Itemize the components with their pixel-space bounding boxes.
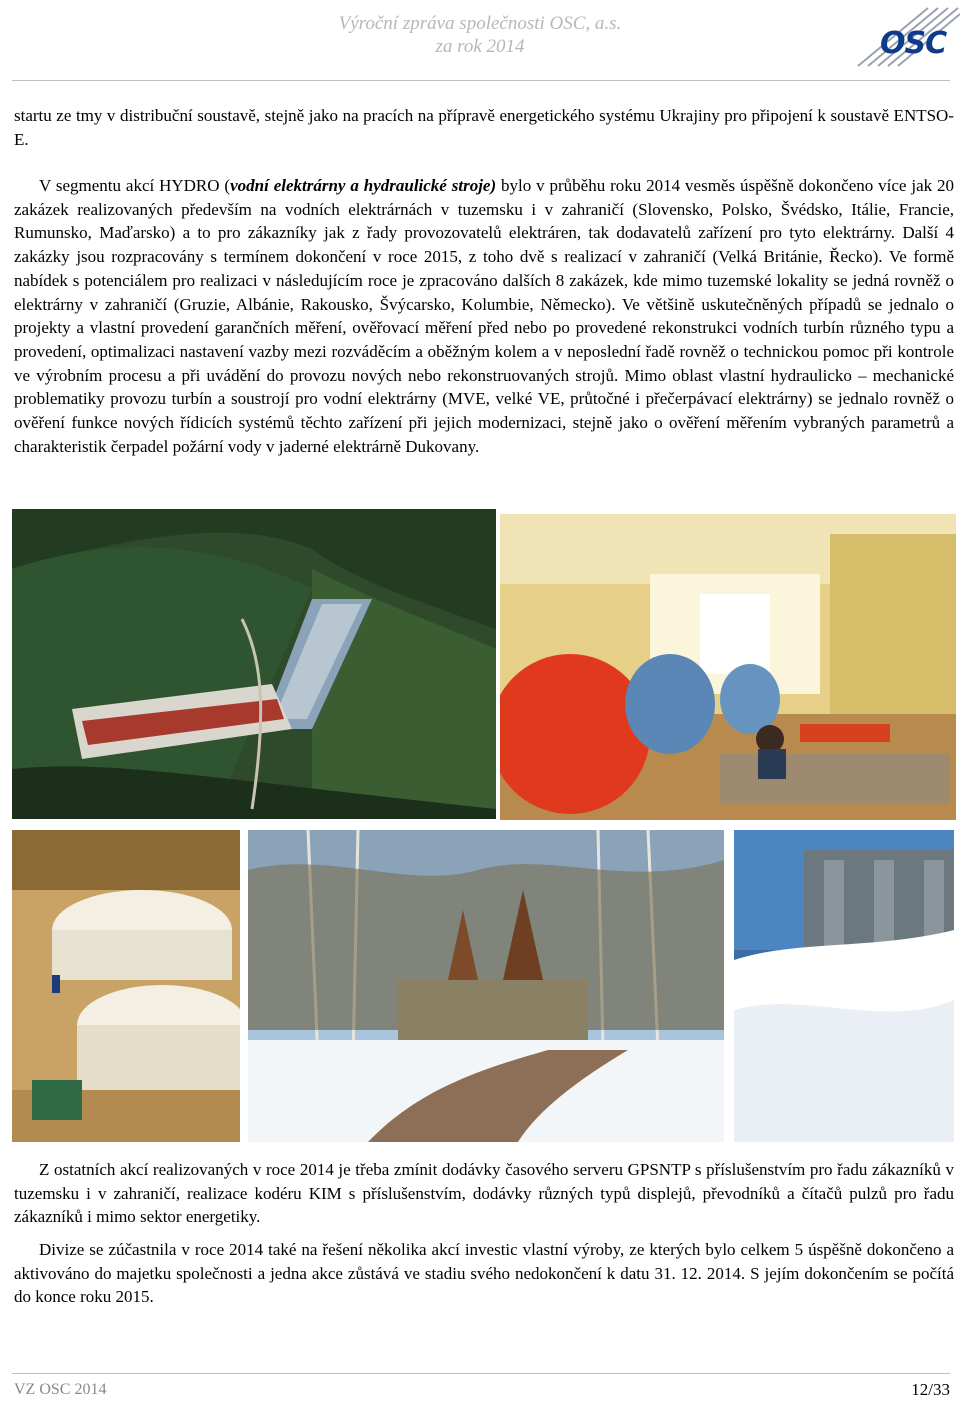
report-year: za rok 2014 [435, 36, 525, 57]
photo-spillway [734, 830, 954, 1142]
osc-logo [848, 2, 960, 70]
page-number: 12/33 [911, 1380, 950, 1399]
hydro-body: bylo v průběhu roku 2014 vesměs úspěšně dokončeno více jak 20 zakázek realizovaných především na vodních elektrárnách v tuzemsku i v zahraničí (Slovensko, Polsko, Švédsko, Itálie, Francie, Rumunsko, Maďarsko) a to pro zákazníky jak z řady provozovatelů elektráren, tak dodavatelů zařízení pro tyto elektrárny. Další 4 zakázky jsou rozpracovány s termínem dokončení v roce 2015, z toho dvě s realizací v zahraničí (Velká Británie, Řecko). Ve formě nabídek s potenciálem pro realizaci v následujícím roce je zpracováno dalších 8 zakázek, kde mimo tuzemské lokality se jedná rovněž o elektrárny v zahraničí (Gruzie, Albánie, Rakousko, Švýcarsko, Kolumbie, Německo). Ve většině uskutečněných případů se jednalo o projekty a vlastní provedení garančních měření, ověřovací měření před nebo po provedené rekonstrukci vodních turbín různého typu a provedení, optimalizaci nastavení vazby mezi rozváděcím a oběžným kolem a v neposlední řadě rovněž o technickou pomoc při kontrole ve výrobním procesu a při uvádění do provozu nových nebo rekonstruovaných strojů. Mimo oblast vlastní hydraulicko – mechanické problematiky provozu turbín a soustrojí pro vodní elektrárny (MVE, velké VE, průtočné i přečerpávací elektrárny) se jednalo rovněž o ověření funkce nových řídicích systémů těchto zařízení při jejich modernizaci, stejně jako o ověření měřením vybraných parametrů a charakteristik čerpadel požární vody v jaderné elektrárně Dukovany. [14, 176, 954, 456]
paragraph-continuation: startu ze tmy v distribuční soustavě, stejně jako na pracích na přípravě energetického systému Ukrajiny pro připojení k soustavě ENTSO-E. [14, 106, 954, 149]
footer-label: VZ OSC 2014 [14, 1381, 107, 1398]
footer-divider [12, 1373, 950, 1374]
photo-dam-aerial [12, 509, 496, 819]
header-divider [12, 80, 950, 81]
paragraph-investments: Divize se zúčastnila v roce 2014 také na řešení několika akcí investic vlastní výroby, ze kterých bylo celkem 5 úspěšně dokončeno a aktivováno do majetku společnosti a jedna akce zůstává ve stadiu svého nedokončení k datu 31. 12. 2014. S jejím dokončením se počítá do konce roku 2015. [14, 1240, 954, 1307]
hydro-intro: V segmentu akcí HYDRO ( [39, 176, 231, 195]
photo-winter-site [248, 830, 724, 1142]
photo-turbine-hall [500, 514, 956, 820]
paragraph-hydro [14, 174, 954, 458]
logo-text: OSC [880, 26, 947, 61]
paragraph-other-actions: Z ostatních akcí realizovaných v roce 2014 je třeba zmínit dodávky časového serveru GPSNTP s příslušenstvím pro řadu zákazníků v tuzemsku i v zahraničí, realizace kodéru KIM s příslušenstvím, dodávky různých typů displejů, převodníků a čítačů pulzů pro řadu zákazníků i mimo sektor energetiky. [14, 1160, 954, 1227]
page-header [0, 0, 960, 75]
report-title: Výroční zpráva společnosti OSC, a.s. [338, 13, 622, 34]
photo-generator-hall [12, 830, 240, 1142]
hydro-emphasis: vodní elektrárny a hydraulické stroje) [230, 176, 497, 195]
